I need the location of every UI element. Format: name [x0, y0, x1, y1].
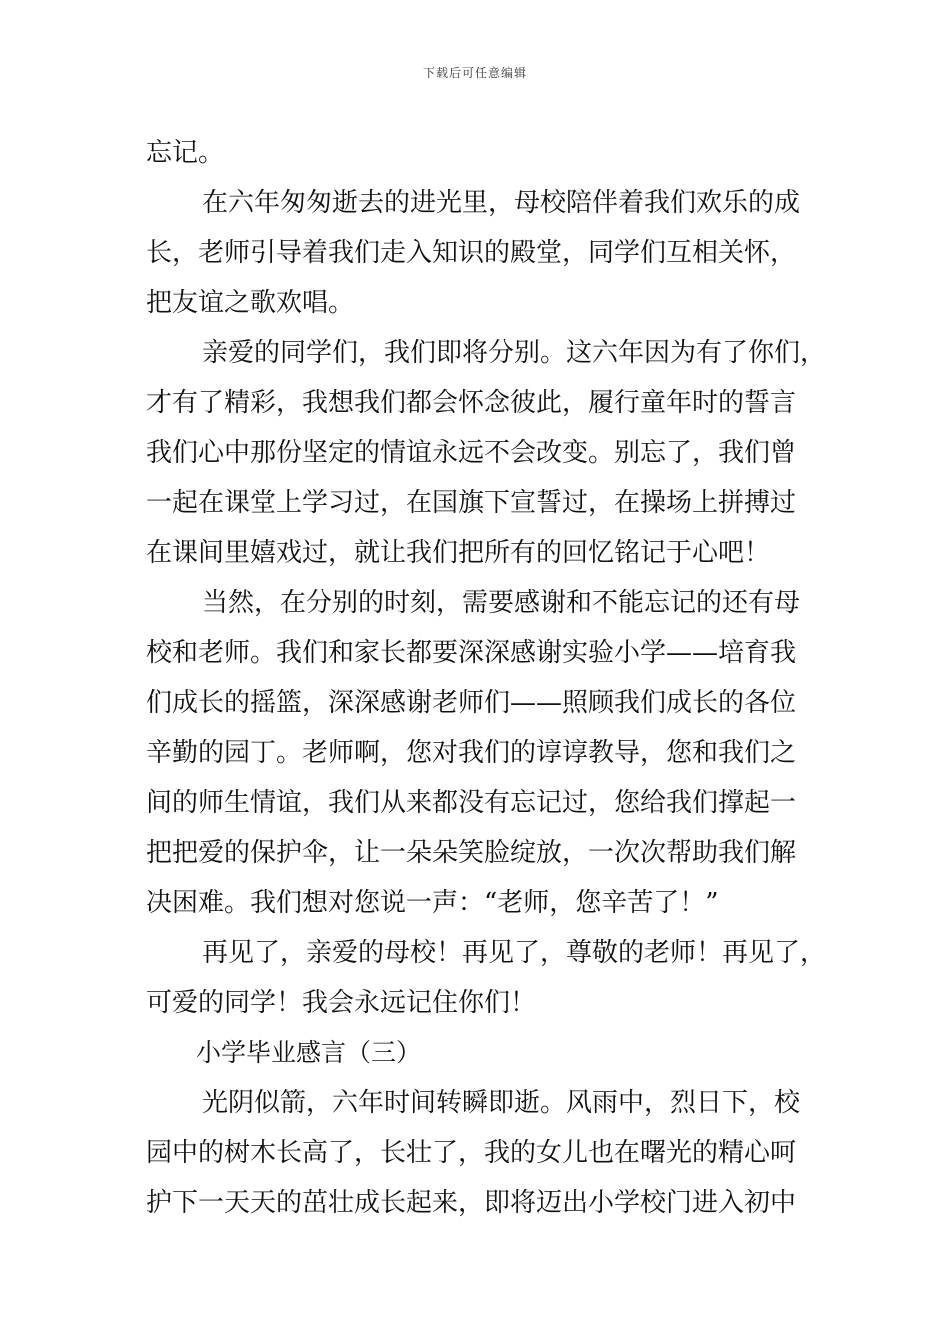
text-line: 忘记。: [146, 138, 225, 168]
text-line: 我们心中那份坚定的情谊永远不会改变。别忘了，我们曾: [146, 438, 797, 468]
text-line: 园中的树木长高了，长壮了，我的女儿也在曙光的精心呵: [146, 1138, 797, 1168]
text-line: 在六年匆匆逝去的进光里，母校陪伴着我们欢乐的成: [202, 188, 801, 218]
text-line: 可爱的同学！我会永远记住你们！: [146, 988, 537, 1018]
text-line: 间的师生情谊，我们从来都没有忘记过，您给我们撑起一: [146, 788, 797, 818]
text-line: 把把爱的保护伞，让一朵朵笑脸绽放，一次次帮助我们解: [146, 838, 797, 868]
text-line: 再见了，亲爱的母校！再见了，尊敬的老师！再见了，: [202, 938, 827, 968]
text-line: 一起在课堂上学习过，在国旗下宣誓过，在操场上拼搏过: [146, 488, 797, 518]
page-header-note: 下载后可任意编辑: [422, 66, 527, 80]
text-line: 才有了精彩，我想我们都会怀念彼此，履行童年时的誓言: [146, 388, 797, 418]
document-body: [146, 128, 827, 1228]
text-line: 在课间里嬉戏过，就让我们把所有的回忆铭记于心吧！: [146, 538, 771, 568]
section-heading: 小学毕业感言（三）: [196, 1038, 422, 1067]
text-line: 亲爱的同学们，我们即将分别。这六年因为有了你们，: [202, 338, 827, 368]
text-line: 当然，在分别的时刻，需要感谢和不能忘记的还有母: [202, 588, 801, 618]
text-line: 长，老师引导着我们走入知识的殿堂，同学们互相关怀，: [146, 238, 797, 268]
text-line: 校和老师。我们和家长都要深深感谢实验小学——培育我: [146, 638, 797, 668]
text-line: 辛勤的园丁。老师啊，您对我们的谆谆教导，您和我们之: [146, 738, 797, 768]
text-line: 光阴似箭，六年时间转瞬即逝。风雨中，烈日下，校: [202, 1088, 801, 1118]
text-line: 决困难。我们想对您说一声：“老师，您辛苦了！”: [146, 888, 719, 918]
text-line: 护下一天天的茁壮成长起来，即将迈出小学校门进入初中: [146, 1188, 797, 1218]
text-line: 把友谊之歌欢唱。: [146, 288, 355, 318]
text-line: 们成长的摇篮，深深感谢老师们——照顾我们成长的各位: [146, 688, 797, 718]
